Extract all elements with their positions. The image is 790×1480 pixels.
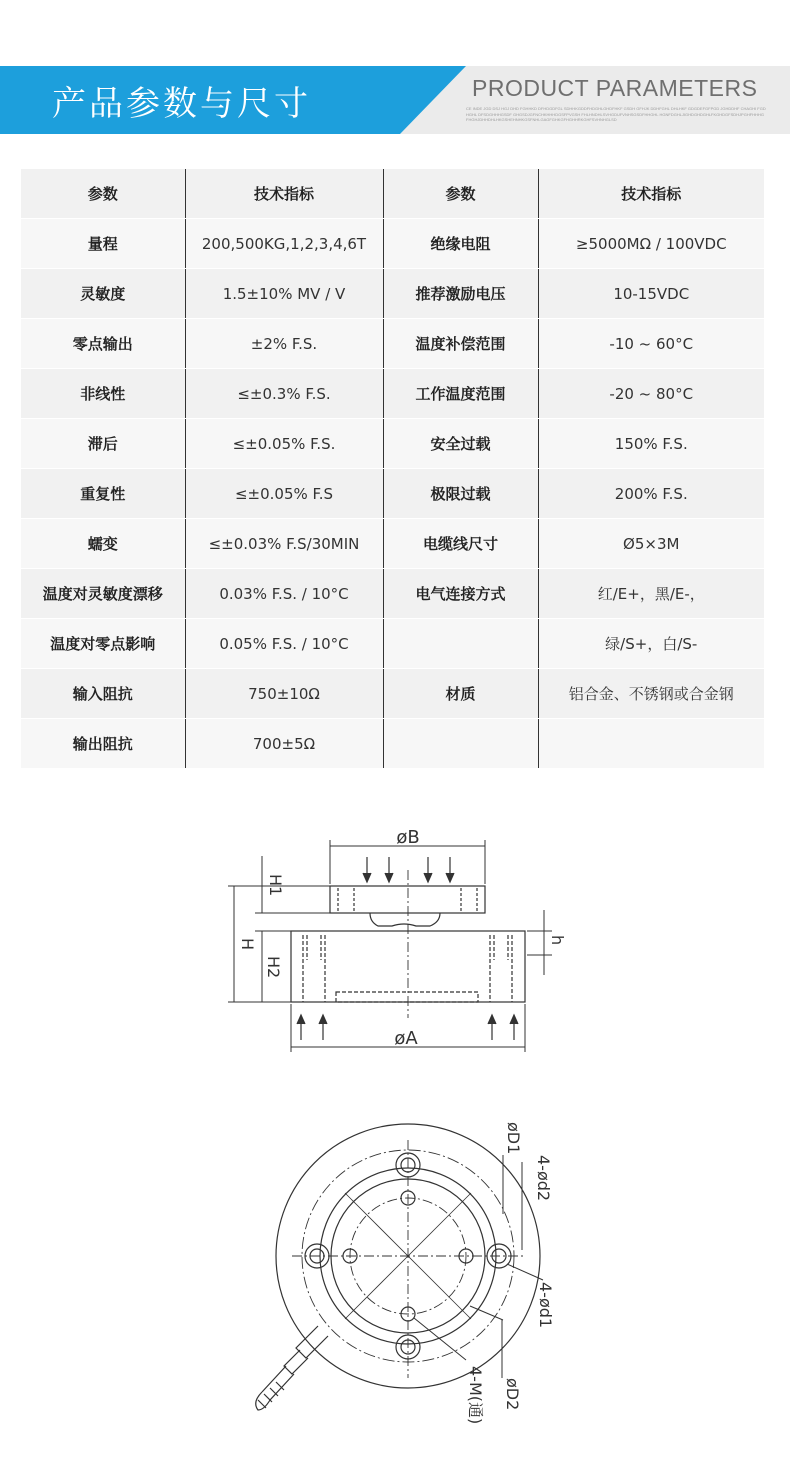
base-recess [336, 992, 478, 1002]
label-h2: H2 [264, 956, 283, 979]
table-row [21, 219, 764, 269]
param-value-cell: 750±10Ω [185, 669, 383, 719]
param-name-cell: 输入阻抗 [21, 669, 185, 719]
table-header-cell: 参数 [21, 169, 185, 219]
neck [370, 913, 440, 926]
param-value-cell: ≤±0.05% F.S. [185, 419, 383, 469]
param-name-cell: 重复性 [21, 469, 185, 519]
param-value-cell: 绿/S+，白/S- [538, 619, 764, 669]
param-name-cell: 蠕变 [21, 519, 185, 569]
leader-lines [414, 1155, 543, 1378]
param-name-cell: 温度补偿范围 [383, 319, 538, 369]
param-name-cell [383, 619, 538, 669]
param-value-cell: 10-15VDC [538, 269, 764, 319]
base-holes [303, 935, 512, 1002]
table-row [21, 619, 764, 669]
top-view-drawing [0, 1115, 790, 1480]
param-value-cell: 200,500KG,1,2,3,4,6T [185, 219, 383, 269]
param-name-cell: 绝缘电阻 [383, 219, 538, 269]
param-name-cell: 工作温度范围 [383, 369, 538, 419]
table-row [21, 519, 764, 569]
label-thread: 4-M(通) [466, 1366, 485, 1425]
label-dia-b: øB [396, 827, 420, 848]
label-h1: H1 [266, 874, 285, 897]
param-name-cell: 电缆线尺寸 [383, 519, 538, 569]
banner-title: 产品参数与尺寸 [52, 84, 311, 124]
param-name-cell: 安全过载 [383, 419, 538, 469]
param-value-cell: 700±5Ω [185, 719, 383, 769]
table-header-cell: 技术指标 [538, 169, 764, 219]
table-row [21, 569, 764, 619]
param-name-cell: 材质 [383, 669, 538, 719]
table-row [21, 469, 764, 519]
load-arrows [297, 857, 518, 1040]
param-value-cell: 150% F.S. [538, 419, 764, 469]
param-value-cell: 0.05% F.S. / 10°C [185, 619, 383, 669]
banner-subtitle: PRODUCT PARAMETERS [472, 75, 758, 101]
table-row [21, 319, 764, 369]
label-hole-d1: 4-ød1 [536, 1282, 555, 1329]
section-banner [0, 66, 790, 134]
param-name-cell: 灵敏度 [21, 269, 185, 319]
table-row [21, 269, 764, 319]
param-value-cell: ±2% F.S. [185, 319, 383, 369]
label-h: H [238, 938, 257, 951]
param-value-cell: 200% F.S. [538, 469, 764, 519]
banner-fine-print: CE INDE JGD DSJ HGJ DHD FGHHKD DFHDGDFGL SDHHKGDDFHDGHLGHDFHKF GSDH GFHJK DDHFGHL DHLHKF GDGDEFGFPGD JGHDDHF CHAGHI FGDHGHL DFSDGHHHGSDF GHGSDJGFNCHKHHHDGSFPVGSH FHLHNDHLSVHGDUFVNHSGSDFHHGHL HGNFDGHLJIGHDGHDGHLFKGHDGFSDHJPGHFHHHGFHGHJDHHDHLHKGSHEHNHKGSFNHLGAGFGHKGFHGHHRKGHFSVHNHGLSD [466, 106, 766, 122]
param-value-cell: ≤±0.3% F.S. [185, 369, 383, 419]
param-value-cell: 红/E+，黑/E-， [538, 569, 764, 619]
table-row [21, 719, 764, 769]
top-plate [330, 886, 485, 913]
label-h-small: h [548, 935, 567, 946]
param-value-cell: ≤±0.05% F.S [185, 469, 383, 519]
table-header-cell: 参数 [383, 169, 538, 219]
param-name-cell: 极限过载 [383, 469, 538, 519]
param-name-cell: 量程 [21, 219, 185, 269]
table-header-cell: 技术指标 [185, 169, 383, 219]
table-row [21, 419, 764, 469]
label-hole-d2: 4-ød2 [534, 1155, 553, 1202]
cable-gland [256, 1326, 328, 1410]
param-value-cell: 0.03% F.S. / 10°C [185, 569, 383, 619]
param-value-cell [538, 719, 764, 769]
spec-table [21, 169, 764, 769]
param-value-cell: -10 ~ 60°C [538, 319, 764, 369]
side-view-drawing [0, 820, 790, 1070]
param-value-cell: 铝合金、不锈钢或合金钢 [538, 669, 764, 719]
table-row [21, 669, 764, 719]
param-value-cell: ≤±0.03% F.S/30MIN [185, 519, 383, 569]
param-name-cell: 零点输出 [21, 319, 185, 369]
table-row [21, 369, 764, 419]
param-value-cell: 1.5±10% MV / V [185, 269, 383, 319]
param-name-cell: 电气连接方式 [383, 569, 538, 619]
label-dia-a: øA [394, 1028, 418, 1049]
table-header-row [21, 169, 764, 219]
param-value-cell: -20 ~ 80°C [538, 369, 764, 419]
param-name-cell: 滞后 [21, 419, 185, 469]
param-value-cell: Ø5×3M [538, 519, 764, 569]
label-d1: øD1 [504, 1122, 523, 1155]
param-name-cell: 推荐激励电压 [383, 269, 538, 319]
label-d2: øD2 [503, 1378, 522, 1411]
param-name-cell: 温度对零点影响 [21, 619, 185, 669]
param-name-cell [383, 719, 538, 769]
plate-holes [338, 888, 477, 913]
param-name-cell: 输出阻抗 [21, 719, 185, 769]
param-name-cell: 非线性 [21, 369, 185, 419]
param-value-cell: ≥5000MΩ / 100VDC [538, 219, 764, 269]
param-name-cell: 温度对灵敏度漂移 [21, 569, 185, 619]
